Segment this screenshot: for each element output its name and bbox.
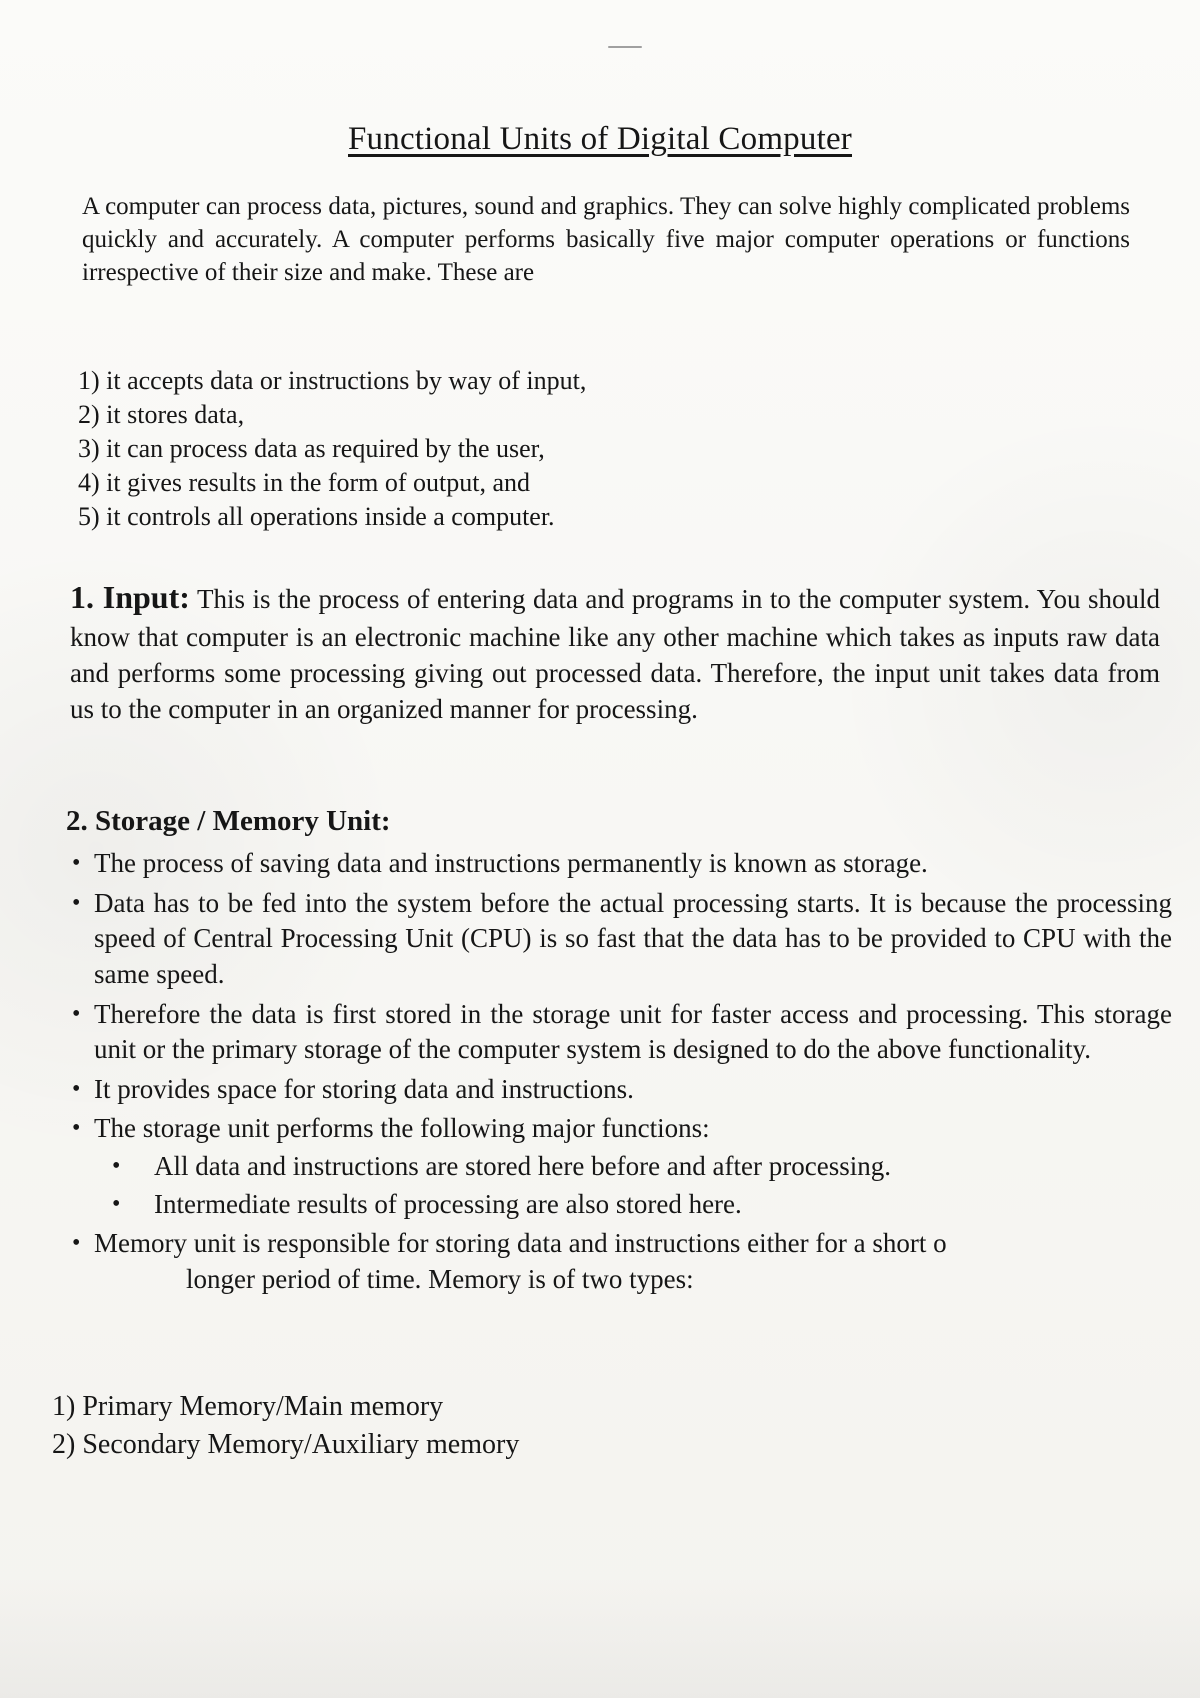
storage-bullet-text: It provides space for storing data and instructions. [94,1073,634,1104]
memory-type-item: 1) Primary Memory/Main memory [52,1391,444,1422]
memory-types-list [52,1388,519,1464]
bottom-scan-shadow [0,1578,1200,1698]
memory-bullet-tail: longer period of time. Memory is of two types: [186,1263,694,1294]
storage-bullet [72,1072,1172,1108]
input-section [70,576,1160,727]
input-text: This is the process of entering data and programs in to the computer system. You should know that computer is an electronic machine like any other machine which takes as inputs raw data and performs some processing giving out processed data. Therefore, the input unit takes data from us to the computer in an organized manner for processing. [70,584,1161,725]
functions-list [78,364,838,534]
document-title: Functional Units of Digital Computer [348,121,852,157]
storage-bullet-list [72,846,1172,1302]
storage-bullet-text: The process of saving data and instructions permanently is known as storage. [94,848,928,878]
storage-bullet [72,846,1172,882]
storage-bullet-text: Therefore the data is first stored in the storage unit for faster access and processing. This storage unit or the primary storage of the computer system is designed to do the above functionality. [94,998,1172,1065]
storage-bullet [72,1111,1172,1222]
storage-heading: 2. Storage / Memory Unit: [66,805,391,837]
storage-sub-bullet: • All data and instructions are stored here before and after processing. [94,1149,1172,1185]
storage-sub-bullet: • Intermediate results of processing are also stored here. [94,1187,1172,1223]
input-heading: 1. Input: [70,579,190,615]
function-item: 1) it accepts data or instructions by way of input, [78,366,587,395]
storage-bullet [72,886,1172,993]
storage-bullet [72,997,1172,1068]
storage-bullet-text: Data has to be fed into the system before the actual processing starts. It is because the processing speed of Central Processing Unit (CPU) is so fast that the data has to be provided to CPU with the same speed. [94,887,1172,989]
function-item: 4) it gives results in the form of output, and [78,468,531,498]
function-item: 5) it controls all operations inside a computer. [78,502,555,532]
memory-type-item: 2) Secondary Memory/Auxiliary memory [52,1428,520,1460]
storage-sub-list [94,1149,1172,1222]
function-item: 3) it can process data as required by the user, [78,434,545,464]
intro-paragraph: A computer can process data, pictures, sound and graphics. They can solve highly complicated problems quickly and accurately. A computer performs basically five major computer operations or functions irrespective of their size and make. These are [82,193,1130,286]
function-item: 2) it stores data, [78,400,245,430]
memory-bullet [72,1226,1172,1297]
storage-bullet-text: The storage unit performs the following major functions: [94,1113,710,1144]
top-scan-mark [608,46,642,48]
memory-bullet-lead: Memory unit is responsible for storing data and instructions either for a short o [94,1228,947,1259]
